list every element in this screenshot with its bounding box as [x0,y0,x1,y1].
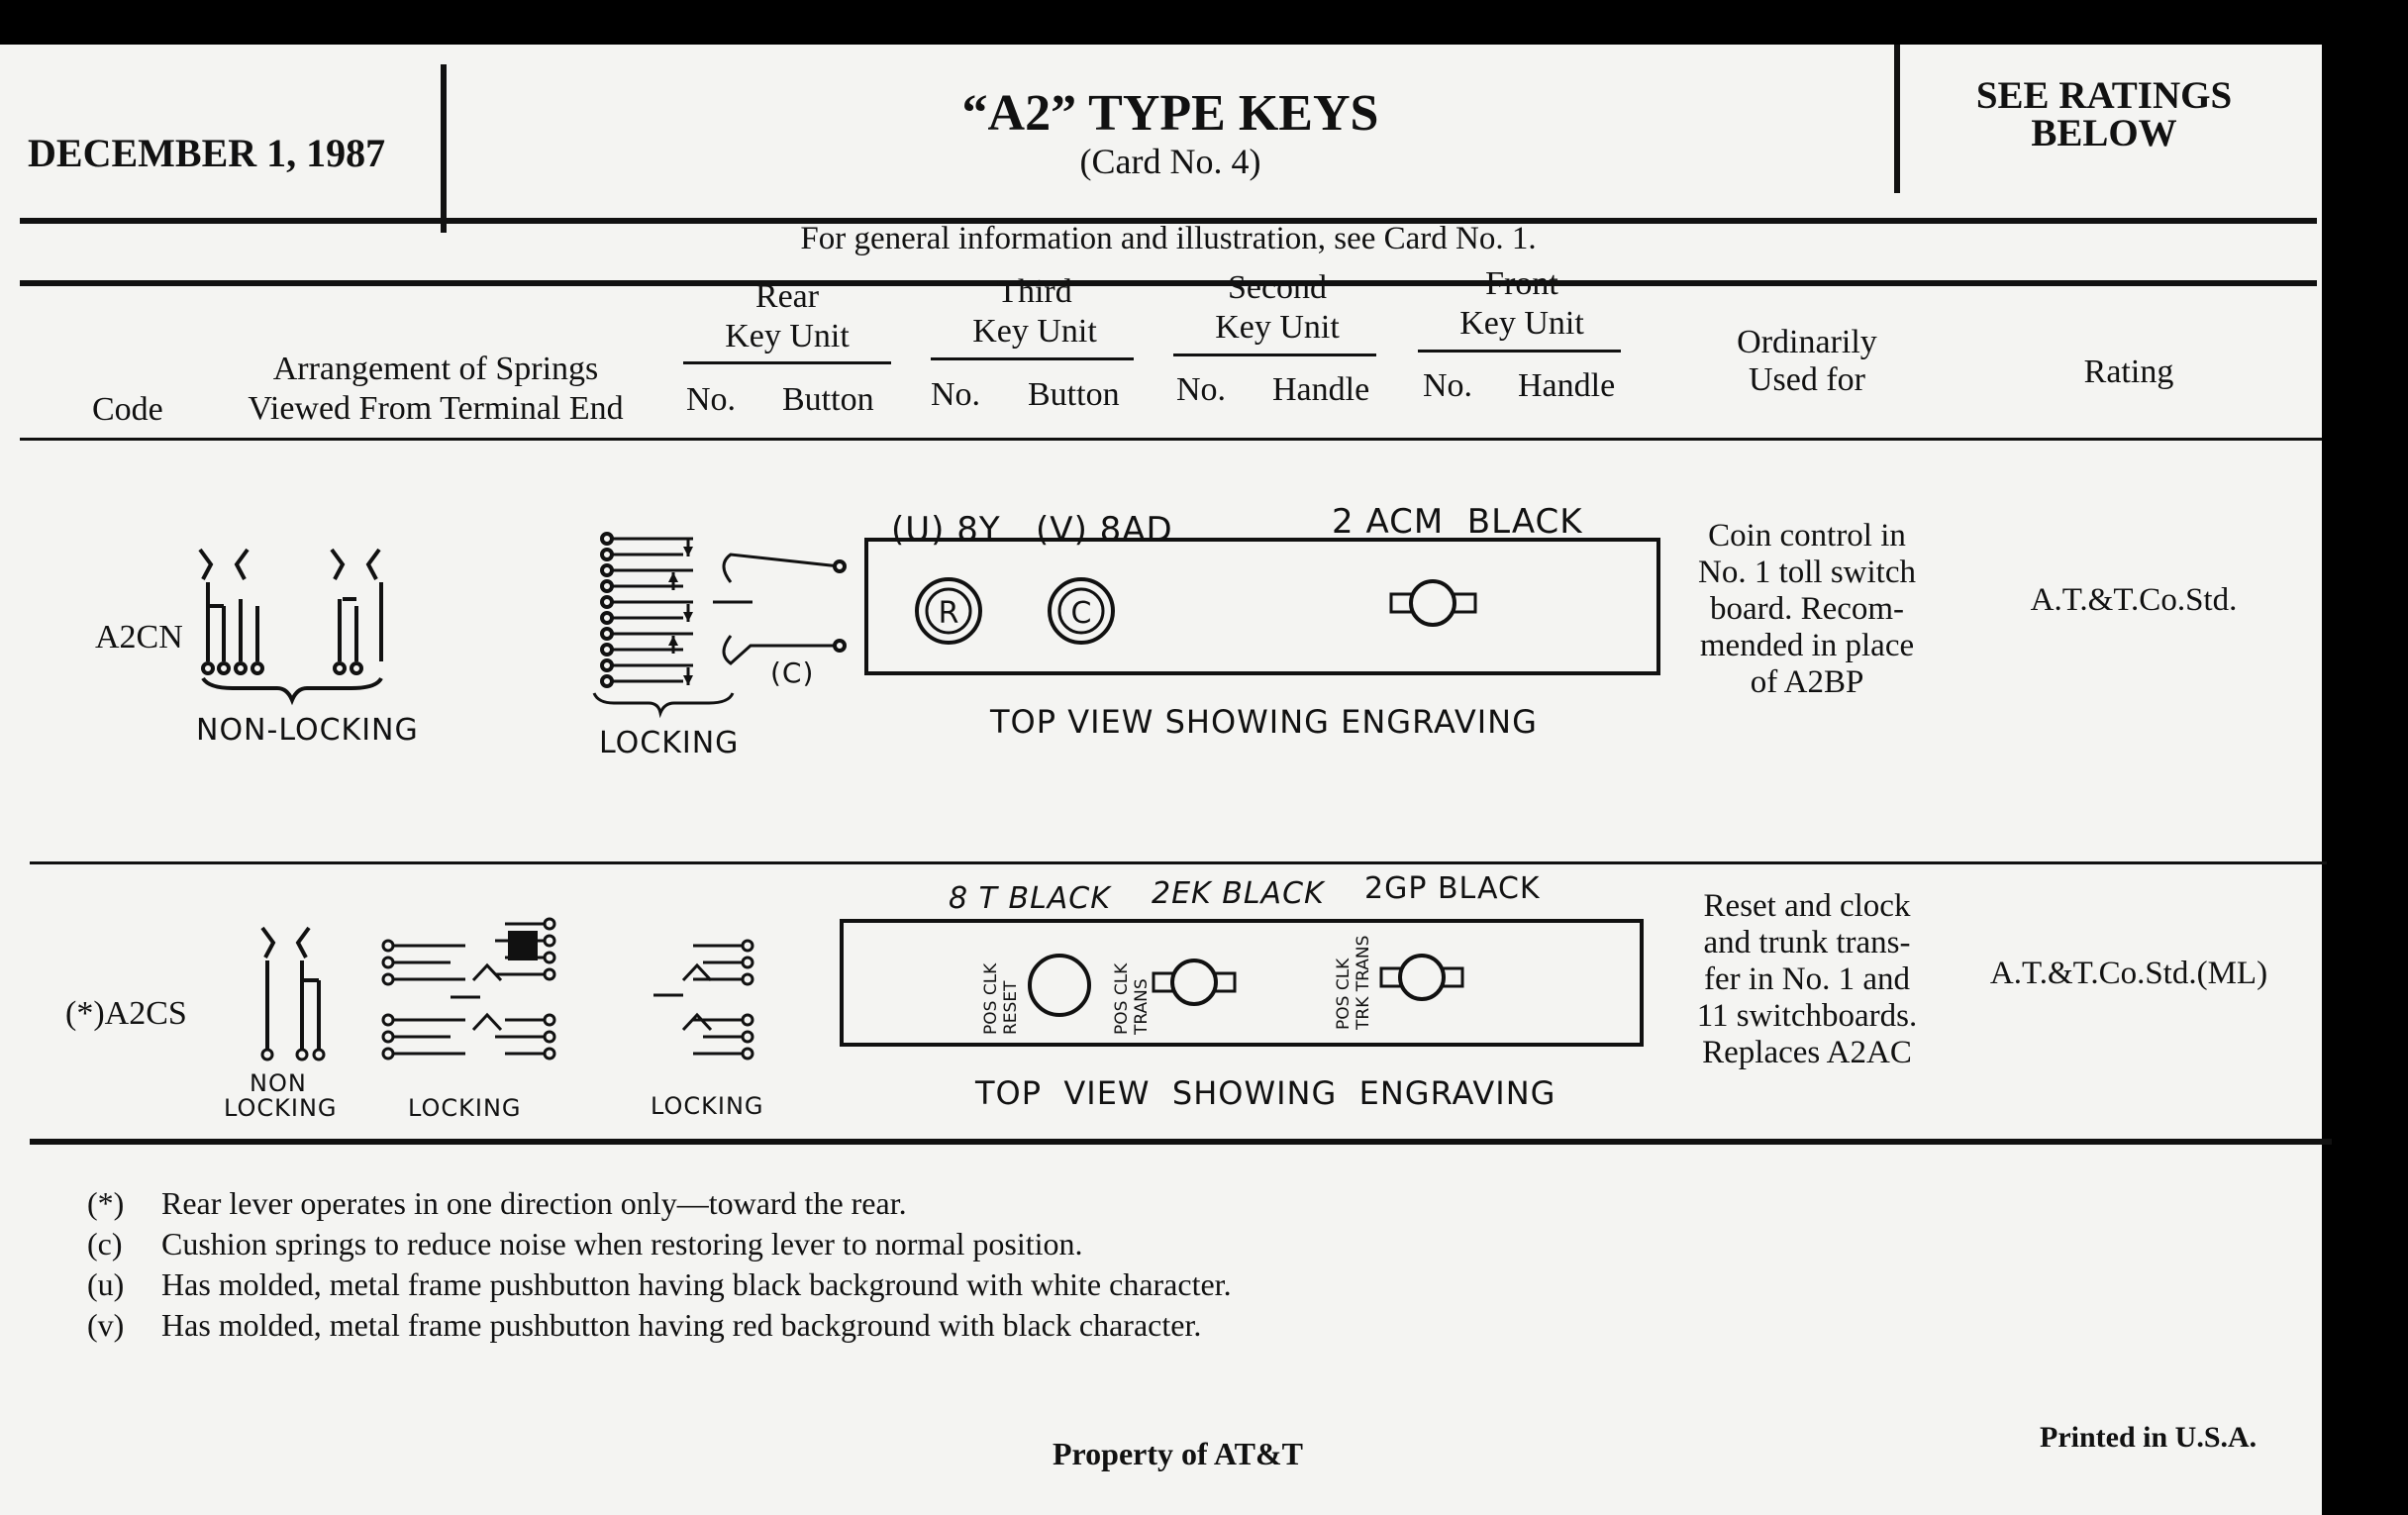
footnote-mark: (u) [87,1266,125,1302]
row2-nonlocking-label-1: NON [250,1069,307,1097]
footnote-text: Has molded, metal frame pushbutton having black background with white character. [161,1266,1232,1302]
footnote-mark: (c) [87,1226,123,1262]
row2-engraving-1: 8 T BLACK [949,881,1111,916]
row1-engraving-buttons: (U) 8Y (V) 8AD [891,510,1173,550]
eng-a-line1: POS CLK [981,962,1001,1035]
page-title: “A2” TYPE KEYS [961,85,1379,142]
row1-used-line: No. 1 toll switch [1698,555,1916,590]
col-arrangement-line2: Viewed From Terminal End [248,390,624,427]
col-third-line1: Third [997,273,1072,310]
col-used-line2: Used for [1748,361,1866,398]
row1-used-line: Coin control in [1708,518,1906,554]
col-rear-line2: Key Unit [725,318,850,354]
row1-used-line: mended in place [1699,628,1915,663]
row2-used-line: and trunk trans- [1703,925,1911,960]
col-front-handle: Handle [1518,367,1616,404]
row1-rating: A.T.&T.Co.Std. [2030,582,2238,618]
ratings-note-line1: SEE RATINGS [1975,74,2233,117]
row2-locking-label-b: LOCKING [651,1092,764,1120]
row1-engraving-handle: 2 ACM BLACK [1332,502,1583,542]
footnote-text: Cushion springs to reduce noise when restoring lever to normal position. [161,1226,1083,1262]
footnote-mark: (*) [87,1185,125,1221]
col-front-no: No. [1423,367,1473,404]
col-arrangement-line1: Arrangement of Springs [272,351,599,387]
cushion-mark: (C) [770,656,815,689]
card-number: (Card No. 4) [1079,142,1261,181]
col-third-line2: Key Unit [972,313,1097,350]
row2-used-line: Replaces A2AC [1702,1035,1912,1070]
col-rear-button: Button [782,381,874,418]
row2-top-view-label: TOP VIEW SHOWING ENGRAVING [975,1074,1556,1112]
footnote-text: Has molded, metal frame pushbutton having red background with black character. [161,1307,1202,1343]
printed-notice: Printed in U.S.A. [2040,1421,2258,1454]
row2-used-line: 11 switchboards. [1696,998,1918,1034]
footnote [87,1264,1232,1305]
col-second-no: No. [1176,371,1227,408]
col-rating: Rating [2083,354,2174,390]
row2-locking-label-a: LOCKING [408,1094,522,1122]
button-u-engraving: R [938,596,959,631]
footnote [87,1305,1232,1346]
footnote-mark: (v) [87,1307,125,1343]
row2-engraving-3: 2GP BLACK [1364,871,1541,906]
row2-rating: A.T.&T.Co.Std.(ML) [1989,956,2268,991]
footnote [87,1224,1232,1264]
row1-locking-label: LOCKING [599,726,740,760]
property-notice: Property of AT&T [1053,1436,1303,1471]
col-second-handle: Handle [1272,371,1370,408]
col-third-button: Button [1028,376,1120,413]
eng-b-line1: POS CLK [1112,962,1132,1035]
col-front-line1: Front [1485,265,1558,302]
col-used-line1: Ordinarily [1737,324,1877,360]
col-code: Code [92,391,163,428]
col-front-line2: Key Unit [1459,305,1584,342]
row1-top-view-label: TOP VIEW SHOWING ENGRAVING [990,703,1538,741]
col-third-no: No. [931,376,981,413]
col-rear-line1: Rear [754,278,820,315]
col-second-line2: Key Unit [1215,309,1340,346]
index-card [0,45,2322,1515]
row2-engraving-2: 2EK BLACK [1152,876,1325,911]
eng-c-line1: POS CLK [1334,958,1354,1030]
row1-used-line: of A2BP [1750,664,1864,700]
eng-c-line2: TRK TRANS [1354,935,1373,1030]
footnote [87,1183,1232,1224]
row2-used-line: Reset and clock [1703,888,1911,924]
row1-used-line: board. Recom- [1709,591,1905,627]
button-v-engraving: C [1070,596,1092,631]
table-bottom-rule [30,1139,2332,1145]
eng-a-line2: RESET [1001,980,1021,1035]
col-second-line1: Second [1227,269,1328,306]
row2-used-for [1673,888,1941,1071]
row2-nonlocking-label-2: LOCKING [224,1094,338,1122]
date-label: DECEMBER 1, 1987 [28,131,386,175]
row-code: (*)A2CS [65,995,187,1032]
eng-b-line2: TRANS [1132,978,1152,1035]
row1-nonlocking-label: NON-LOCKING [196,713,419,748]
footnotes [87,1183,1232,1346]
row-code: A2CN [95,619,183,656]
col-rear-no: No. [686,381,737,418]
footnote-text: Rear lever operates in one direction only—toward the rear. [161,1185,907,1221]
general-info: For general information and illustration, see Card No. 1. [800,221,1537,256]
ratings-note-line2: BELOW [2031,112,2177,154]
row2-used-line: fer in No. 1 and [1703,961,1911,997]
